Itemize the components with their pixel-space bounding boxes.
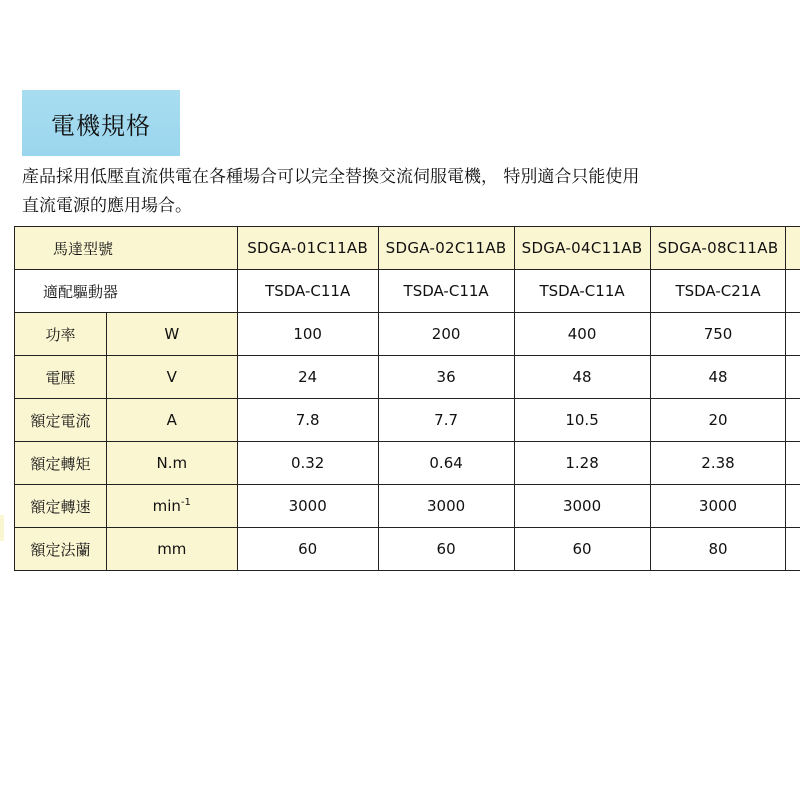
driver-cell: [650, 270, 786, 313]
overflow-cell: [786, 528, 800, 571]
spec-value: 20: [708, 411, 728, 429]
overflow-cell: [786, 356, 800, 399]
spec-value-cell: [237, 485, 378, 528]
spec-value-cell: [378, 528, 514, 571]
overflow-cell: [786, 227, 800, 270]
spec-value-cell: [514, 442, 650, 485]
model-cell: [237, 227, 378, 270]
spec-value: 750: [703, 325, 733, 343]
spec-unit-cell: [106, 399, 237, 442]
intro-paragraph: [22, 163, 722, 221]
overflow-cell: [786, 270, 800, 313]
spec-value: 7.8: [295, 411, 320, 429]
spec-label-cell: [15, 313, 107, 356]
overflow-cell: [786, 313, 800, 356]
overflow-cell: [786, 442, 800, 485]
spec-row-voltage: [15, 356, 800, 399]
model-cell: [378, 227, 514, 270]
section-title-text: 電機規格: [51, 111, 151, 140]
spec-value-cell: [378, 485, 514, 528]
spec-value-cell: [514, 356, 650, 399]
model-label-cell: [15, 227, 238, 270]
spec-value: 24: [298, 368, 318, 386]
spec-value: 7.7: [434, 411, 459, 429]
spec-value-cell: [650, 485, 786, 528]
spec-value-cell: [237, 528, 378, 571]
model-cell: [650, 227, 786, 270]
spec-value-cell: [650, 399, 786, 442]
spec-value-cell: [514, 399, 650, 442]
spec-unit-cell: [106, 313, 237, 356]
spec-value: 36: [436, 368, 456, 386]
spec-label-cell: [15, 528, 107, 571]
driver-value: TSDA-C11A: [539, 282, 625, 300]
spec-value-cell: [514, 485, 650, 528]
driver-row: [15, 270, 800, 313]
model-value: SDGA-01C11AB: [247, 239, 369, 257]
spec-value: 1.28: [565, 454, 599, 472]
spec-value: 10.5: [565, 411, 599, 429]
spec-value-cell: [650, 313, 786, 356]
spec-value-cell: [378, 399, 514, 442]
spec-label-cell: [15, 356, 107, 399]
driver-value: TSDA-C11A: [265, 282, 351, 300]
spec-unit: W: [164, 325, 180, 343]
spec-value-cell: [237, 399, 378, 442]
driver-label-cell: [15, 270, 238, 313]
spec-label: 電壓: [45, 368, 76, 387]
spec-value-cell: [650, 528, 786, 571]
model-label: 馬達型號: [53, 239, 114, 258]
spec-value-cell: [237, 442, 378, 485]
spec-unit: A: [166, 411, 177, 429]
spec-value: 60: [436, 540, 456, 558]
driver-value: TSDA-C11A: [403, 282, 489, 300]
spec-value: 2.38: [701, 454, 735, 472]
model-value: SDGA-04C11AB: [521, 239, 643, 257]
spec-value: 60: [572, 540, 592, 558]
spec-value-cell: [237, 356, 378, 399]
spec-value: 48: [572, 368, 592, 386]
spec-value-cell: [378, 442, 514, 485]
spec-value: 100: [293, 325, 322, 343]
spec-table: [14, 226, 800, 571]
spec-value: 3000: [698, 497, 738, 515]
spec-value: 3000: [427, 497, 466, 515]
spec-unit: N.m: [156, 454, 188, 472]
left-edge-marker: [0, 515, 4, 541]
spec-value: 3000: [562, 497, 602, 515]
spec-label-cell: [15, 399, 107, 442]
intro-line-2: 直流電源的應用場合。: [22, 196, 192, 216]
spec-label-cell: [15, 485, 107, 528]
spec-unit-cell: [106, 528, 237, 571]
driver-label: 適配驅動器: [43, 282, 119, 301]
spec-value-cell: [650, 356, 786, 399]
spec-row-speed: [15, 485, 800, 528]
spec-row-power: [15, 313, 800, 356]
spec-unit: V: [166, 368, 177, 386]
spec-value: 400: [567, 325, 597, 343]
spec-value-cell: [514, 528, 650, 571]
model-value: SDGA-02C11AB: [385, 239, 507, 257]
spec-label: 額定轉速: [30, 497, 91, 516]
spec-row-flange: [15, 528, 800, 571]
model-cell: [514, 227, 650, 270]
spec-value: 60: [298, 540, 318, 558]
spec-value: 0.32: [290, 454, 325, 472]
intro-line-1: 產品採用低壓直流供電在各種場合可以完全替換交流伺服電機， 特別適合只能使用: [22, 167, 640, 187]
overflow-cell: [786, 399, 800, 442]
spec-unit-cell: [106, 485, 237, 528]
spec-row-current: [15, 399, 800, 442]
spec-value: 200: [431, 325, 461, 343]
driver-value: TSDA-C21A: [675, 282, 761, 300]
overflow-cell: [786, 485, 800, 528]
spec-value: 48: [708, 368, 728, 386]
spec-row-torque: [15, 442, 800, 485]
section-title: [22, 90, 180, 156]
model-row: [15, 227, 800, 270]
model-value: SDGA-08C11AB: [657, 239, 779, 257]
spec-label: 額定電流: [30, 411, 91, 430]
spec-value-cell: [378, 313, 514, 356]
driver-cell: [378, 270, 514, 313]
spec-value: 80: [708, 540, 728, 558]
driver-cell: [514, 270, 650, 313]
spec-value: 0.64: [429, 454, 463, 472]
spec-unit: mm: [157, 540, 187, 558]
spec-unit-cell: [106, 442, 237, 485]
spec-label: 額定法蘭: [30, 540, 91, 559]
spec-unit-superscript: -1: [180, 497, 191, 508]
driver-cell: [237, 270, 378, 313]
spec-unit: min: [152, 497, 181, 515]
spec-label: 功率: [45, 325, 76, 344]
spec-value-cell: [237, 313, 378, 356]
spec-unit-cell: [106, 356, 237, 399]
spec-value-cell: [650, 442, 786, 485]
spec-label-cell: [15, 442, 107, 485]
spec-value-cell: [378, 356, 514, 399]
spec-label: 額定轉矩: [30, 454, 91, 473]
spec-value: 3000: [288, 497, 327, 515]
spec-value-cell: [514, 313, 650, 356]
